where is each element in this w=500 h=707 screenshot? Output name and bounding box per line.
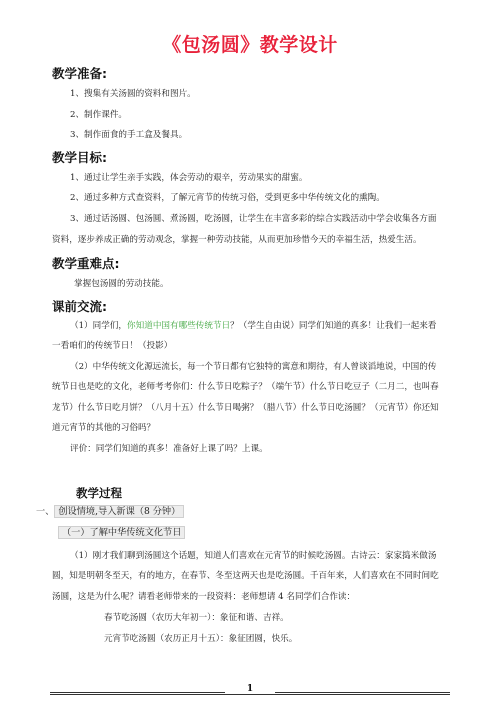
page-number: 1	[246, 684, 254, 694]
process-paragraph: 圆，知是明朝冬至天，有的地方，在春节、冬至这两天也是吃汤圆。千百年来，人们喜欢在不同时间吃	[52, 571, 439, 581]
step-1	[36, 504, 184, 520]
talk-paragraph-2: 龙节）什么节日吃月饼？（八月十五）什么节日喝粥？（腊八节）什么节日吃汤圆？（元宵节）你还知	[52, 403, 439, 413]
step-number: 一、	[36, 506, 55, 517]
talk-paragraph-2: 统节日也是吃的文化，老师考考你们：什么节日吃粽子？（端午节）什么节日吃豆子（二月二，也叫春	[52, 382, 439, 392]
process-heading: 教学过程	[76, 486, 122, 500]
talk-paragraph-1	[70, 320, 436, 332]
goals-heading: 教学目标:	[52, 150, 107, 165]
key-points-heading: 教学重难点:	[52, 256, 120, 271]
prep-item: 1、搜集有关汤圆的资料和图片。	[70, 89, 196, 99]
talk-text: ？（学生自由说）同学们知道的真多！让我们一起来看	[230, 321, 437, 331]
talk-paragraph-2: （2）中华传统文化源远流长，每一个节日都有它独特的寓意和期待，有人曾谈滔地说，中国的传	[70, 362, 437, 372]
talk-comment: 评价：同学们知道的真多！准备好上课了吗？上课。	[70, 444, 268, 454]
talk-paragraph-2: 道元宵节的其他的习俗吗？	[52, 423, 156, 433]
step-1-subtitle: （一）了解中华传统文化节日	[58, 526, 185, 539]
festival-quote: 元宵节吃汤圆（农历正月十五）：象征团圆，快乐。	[104, 634, 298, 644]
talk-text: （1）同学们，	[70, 321, 128, 331]
key-points-item: 掌握包汤圆的劳动技能。	[74, 279, 169, 289]
pre-class-heading: 课前交流:	[52, 299, 107, 314]
prep-heading: 教学准备:	[52, 66, 107, 81]
step-1-title: 创设情境,导入新课（8 分钟）	[54, 505, 184, 518]
highlighted-question: 你知道中国有哪些传统节日	[127, 321, 231, 331]
step-1-subtitle-row	[58, 525, 185, 541]
footer-rule-bottom	[50, 694, 450, 695]
talk-paragraph-1-line2: 一看咱们的传统节日！（投影）	[52, 341, 173, 351]
process-paragraph: （1）刚才我们聊到汤圆这个话题，知道人们喜欢在元宵节的时候吃汤圆。古诗云：家家捣米做汤	[70, 551, 437, 561]
prep-item: 2、制作课件。	[70, 110, 128, 120]
process-paragraph: 汤圆，这是为什么呢？请看老师带来的一段资料：老师想请 4 名同学们合作读：	[52, 592, 356, 602]
prep-item: 3、制作面食的手工盒及餐具。	[70, 130, 188, 140]
festival-quote: 春节吃汤圆（农历大年初一）：象征和谐、吉祥。	[104, 613, 289, 623]
goals-item: 2、通过多种方式查资料，了解元宵节的传统习俗，受到更多中华传统文化的熏陶。	[70, 193, 385, 203]
goals-item: 1、通过让学生亲手实践，体会劳动的艰辛，劳动果实的甜蜜。	[70, 173, 308, 183]
goals-item-continued: 资料，逐步养成正确的劳动观念，掌握一种劳动技能，从而更加珍惜今天的幸福生活，热爱生活。	[52, 235, 422, 245]
goals-item: 3、通过话汤圆、包汤圆、煮汤圆，吃汤圆，让学生在丰富多彩的综合实践活动中学会收集各方面	[70, 214, 437, 224]
document-title: 《包汤圆》教学设计	[162, 34, 338, 56]
